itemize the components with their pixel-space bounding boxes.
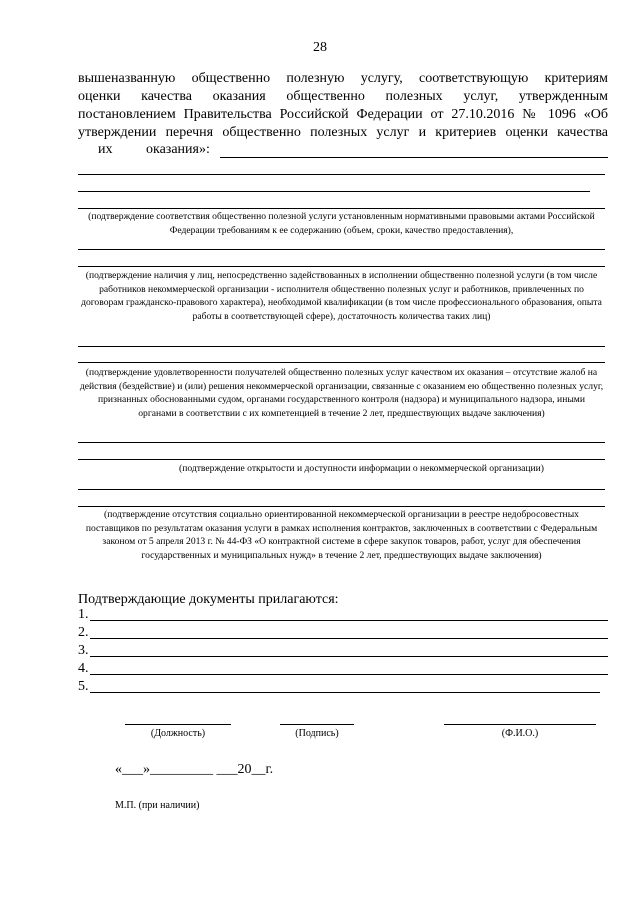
- fill-line: [90, 620, 608, 621]
- fill-line: [78, 174, 605, 175]
- intro-line: утверждении перечня общественно полезных услуг и критериев оценки качества: [78, 125, 608, 140]
- document-line-5[interactable]: [78, 678, 608, 695]
- fill-line: [78, 459, 605, 460]
- fill-line: [78, 249, 605, 250]
- signature-caption: (Подпись): [295, 728, 339, 739]
- document-line-4[interactable]: [78, 660, 608, 677]
- fill-line: [78, 266, 605, 267]
- intro-word: их: [98, 142, 113, 157]
- fill-line: [78, 191, 590, 192]
- fill-line: [90, 692, 600, 693]
- fill-line: [90, 674, 608, 675]
- date-line[interactable]: «___»_________ ___20__г.: [115, 762, 274, 777]
- document-number: 1.: [78, 607, 89, 622]
- document-number: 2.: [78, 625, 89, 640]
- fill-line: [78, 346, 605, 347]
- fill-line: [78, 442, 605, 443]
- intro-paragraph: [78, 70, 608, 142]
- intro-word: оказания»:: [146, 142, 210, 157]
- fill-line: [78, 208, 605, 209]
- fill-line: [220, 157, 608, 158]
- signature-line[interactable]: [280, 724, 354, 725]
- document-number: 4.: [78, 661, 89, 676]
- position-caption: (Должность): [150, 728, 206, 739]
- caption-openness: (подтверждение открытости и доступности информации о некоммерческой организации): [179, 463, 544, 474]
- caption-satisfaction: (подтверждение удовлетворенности получателей общественно полезных услуг качеством их оказания – отсутствие жалоб на действия (бездействие) и (или) решения некоммерческой организации, связанные с оказанием ею общественно полезных услуг, признанных обоснованными судом, органами государственного контроля (надзора) и муниципального надзора, иными органами в соответствии с их компетенцией в течение 2 лет, предшествующих выдаче заключения): [79, 367, 604, 419]
- intro-line: вышеназванную общественно полезную услугу, соответствующую критериям: [78, 71, 608, 86]
- caption-registry: (подтверждение отсутствия социально ориентированной некоммерческой организации в реестре недобросовестных поставщиков по результатам оказания услуги в рамках исполнения контрактов, заключенных в соответствии с Федеральным законом от 5 апреля 2013 г. № 44-ФЗ «О контрактной системе в сфере закупок товаров, работ, услуг для обеспечения государственных и муниципальных нужд» в течение 2 лет, предшествующих выдаче заключения): [85, 509, 598, 561]
- full-name-caption: (Ф.И.О.): [501, 728, 539, 739]
- position-line[interactable]: [125, 724, 231, 725]
- fill-line: [90, 656, 608, 657]
- intro-line: оценки качества оказания общественно полезных услуг, утвержденным: [78, 89, 608, 104]
- page-number: 28: [313, 40, 327, 55]
- document-line-1[interactable]: [78, 606, 608, 623]
- caption-qualification: (подтверждение наличия у лиц, непосредственно задействованных в исполнении общественно полезной услуги (в том числе работников некоммерческой организации - исполнителя общественно полезных услуг и работников, привлеченных по договорам гражданско-правового характера), необходимой квалификации (в том числе профессионального образования, опыта работы в соответствующей сфере), достаточность количества таких лиц): [81, 270, 602, 322]
- fill-line: [78, 489, 605, 490]
- intro-last-line: [98, 142, 608, 160]
- document-line-3[interactable]: [78, 642, 608, 659]
- document-number: 5.: [78, 679, 89, 694]
- document-number: 3.: [78, 643, 89, 658]
- intro-line: постановлением Правительства Российской Федерации от 27.10.2016 № 1096 «Об: [78, 107, 608, 122]
- caption-compliance: (подтверждение соответствия общественно полезной услуги установленным нормативными правовыми актами Российской Федерации требованиям к ее содержанию (объем, сроки, качество предоставления),: [88, 211, 595, 236]
- fill-line: [78, 506, 605, 507]
- stamp-note: М.П. (при наличии): [115, 800, 200, 811]
- fill-line: [78, 362, 605, 363]
- fill-line: [90, 638, 608, 639]
- documents-heading: Подтверждающие документы прилагаются:: [78, 592, 339, 607]
- document-line-2[interactable]: [78, 624, 608, 641]
- full-name-line[interactable]: [444, 724, 596, 725]
